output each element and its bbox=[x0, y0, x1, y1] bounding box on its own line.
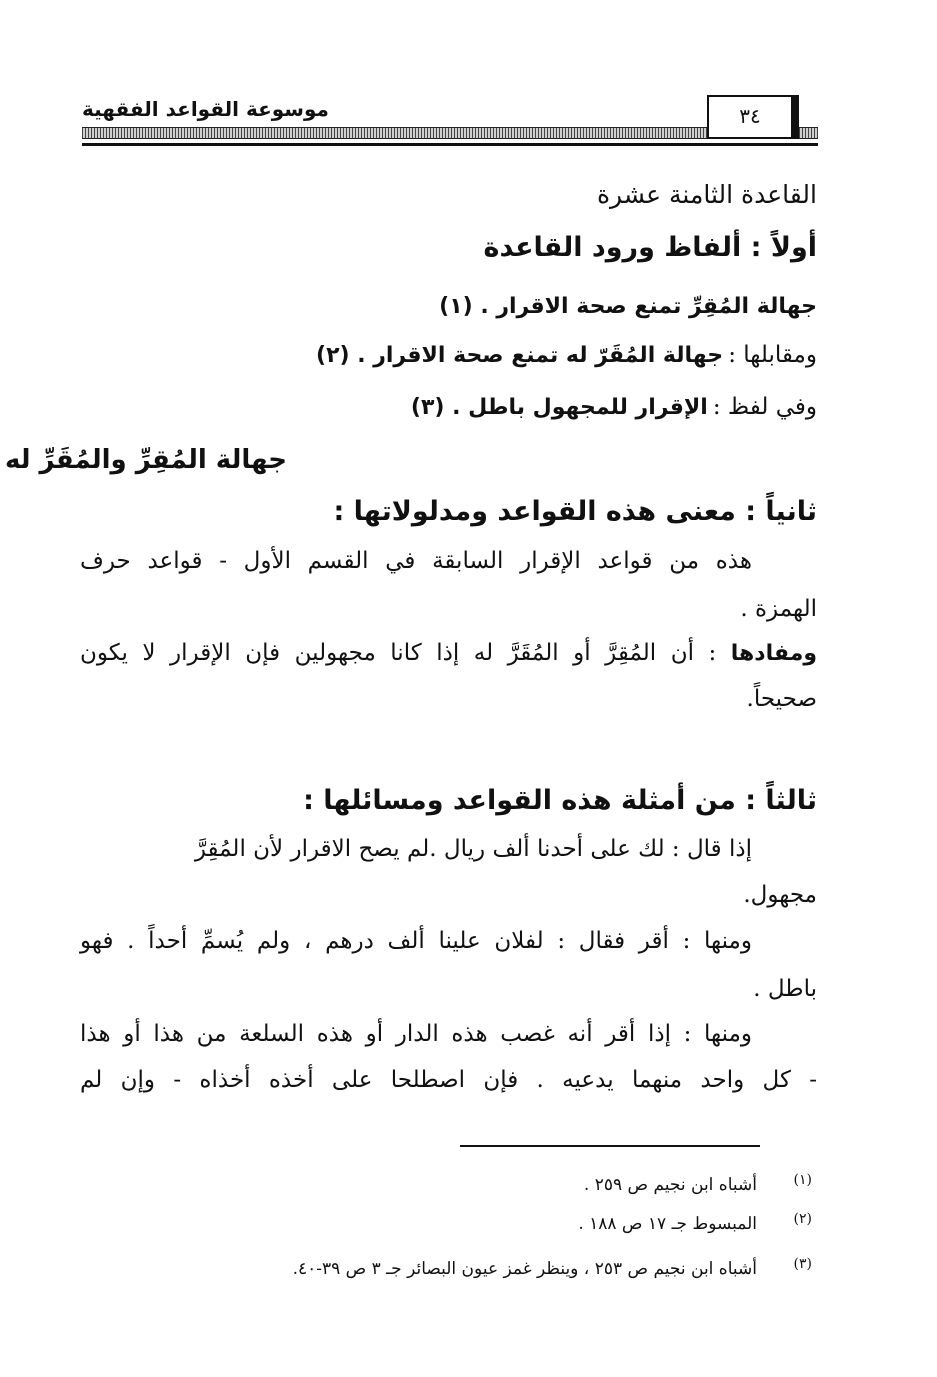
wording2-prefix: ومقابلها : bbox=[728, 342, 817, 368]
rule-wording-2: جهالة المُقَرّ له تمنع صحة الاقرار . (٢) bbox=[316, 343, 724, 368]
rule-wording-3: الإقرار للمجهول باطل . (٣) bbox=[410, 395, 708, 420]
meaning-line-4: صحيحاً. bbox=[746, 686, 817, 712]
rule-wording-3-line bbox=[411, 394, 817, 420]
running-header bbox=[82, 95, 818, 151]
footnote-number: (٣) bbox=[793, 1256, 812, 1272]
section3-heading: ثالثاً : من أمثلة هذه القواعد ومسائلها : bbox=[303, 785, 817, 816]
rule-heading: القاعدة الثامنة عشرة bbox=[596, 180, 817, 209]
header-rule bbox=[82, 143, 818, 146]
book-title: موسوعة القواعد الفقهية bbox=[82, 97, 329, 121]
wording3-prefix: وفي لفظ : bbox=[712, 394, 817, 420]
meaning-line-3 bbox=[80, 640, 817, 666]
footnote-number: (١) bbox=[793, 1172, 812, 1188]
example-line-2: مجهول. bbox=[743, 882, 817, 908]
rule-wording-1: جهالة المُقِرِّ تمنع صحة الاقرار . (١) bbox=[439, 294, 817, 319]
page-number-bar bbox=[791, 95, 799, 139]
footnote-text: أشباه ابن نجيم ص ٢٥٣ ، وينظر غمز عيون البصائر جـ ٣ ص ٣٩-٤٠. bbox=[292, 1259, 757, 1279]
meaning-label: ومفادها bbox=[730, 641, 817, 666]
example-line-1: إذا قال : لك على أحدنا ألف ريال .لم يصح الاقرار لأن المُقِرَّ bbox=[194, 836, 752, 862]
subtitle: جهالة المُقِرِّ والمُقَرِّ له bbox=[4, 445, 287, 475]
footnote-number: (٢) bbox=[793, 1211, 812, 1227]
meaning-line-2: الهمزة . bbox=[740, 596, 817, 622]
example-line-6: - كل واحد منهما يدعيه . فإن اصطلحا على أخذه أخذاه - وإن لم bbox=[80, 1067, 817, 1093]
footnote-separator bbox=[460, 1145, 760, 1147]
example-line-4: باطل . bbox=[753, 976, 817, 1002]
example-line-5: ومنها : إذا أقر أنه غصب هذه الدار أو هذه السلعة من هذا أو هذا bbox=[80, 1021, 752, 1047]
page-number: ٣٤ bbox=[707, 95, 793, 139]
rule-wording-2-line bbox=[316, 342, 817, 368]
footnote-text: أشباه ابن نجيم ص ٢٥٩ . bbox=[583, 1175, 757, 1195]
meaning-text: : أن المُقِرَّ أو المُقَرَّ له إذا كانا مجهولين فإن الإقرار لا يكون bbox=[80, 640, 717, 666]
section1-heading: أولاً : ألفاظ ورود القاعدة bbox=[483, 232, 817, 263]
footnote-text: المبسوط جـ ١٧ ص ١٨٨ . bbox=[578, 1214, 757, 1234]
section2-heading: ثانياً : معنى هذه القواعد ومدلولاتها : bbox=[333, 496, 817, 527]
example-line-3: ومنها : أقر فقال : لفلان علينا ألف درهم ، ولم يُسمِّ أحداً . فهو bbox=[80, 928, 752, 954]
meaning-line-1: هذه من قواعد الإقرار السابقة في القسم الأول - قواعد حرف bbox=[80, 548, 752, 574]
